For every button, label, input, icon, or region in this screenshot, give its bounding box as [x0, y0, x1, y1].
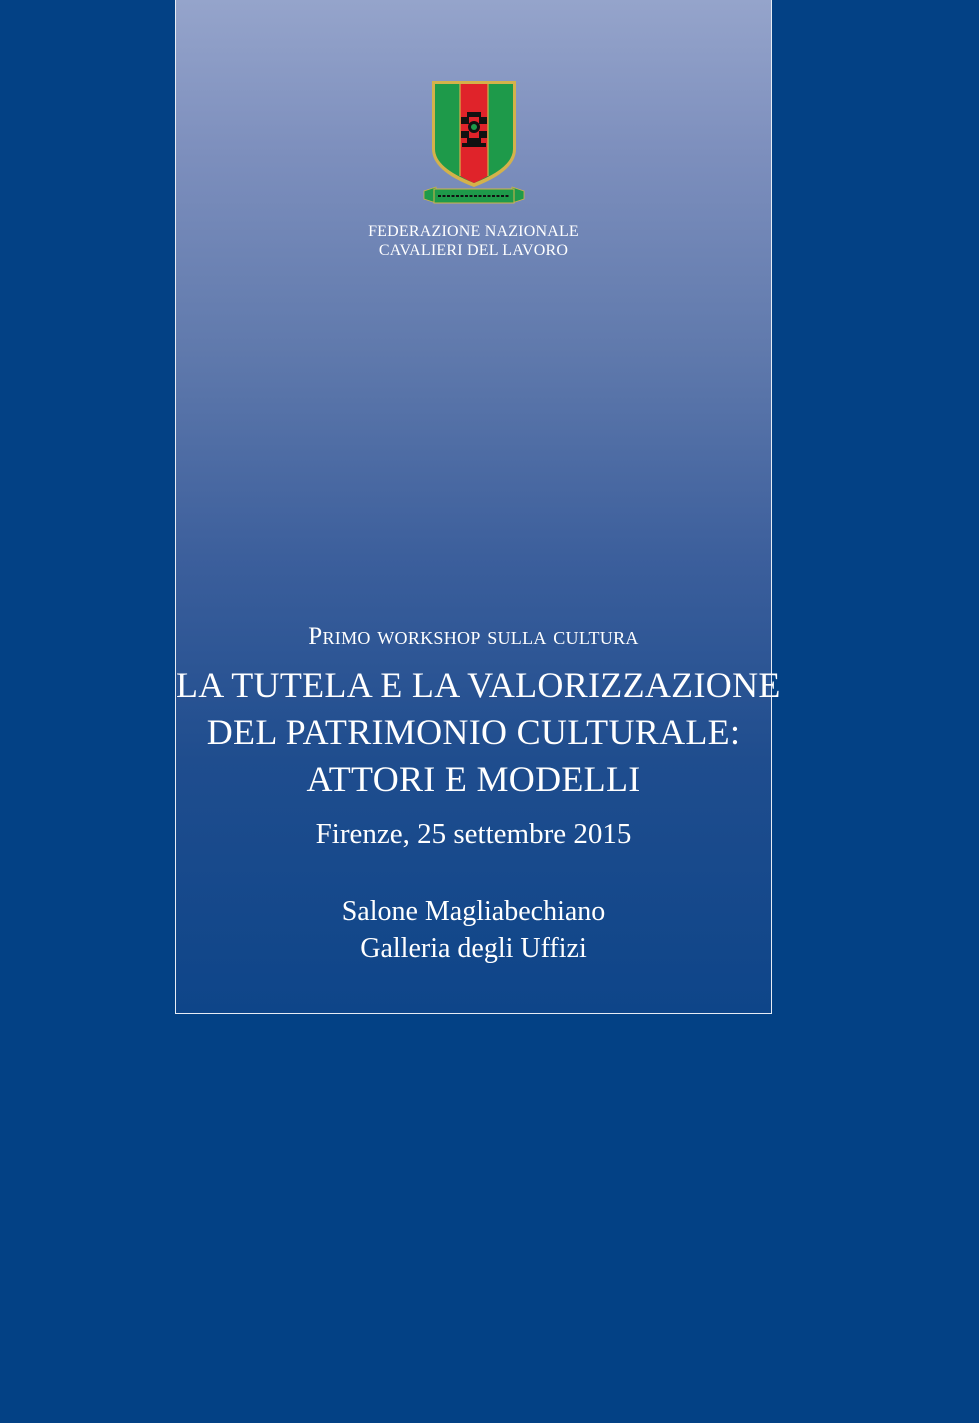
event-title-line-1: LA TUTELA E LA VALORIZZAZIONE	[176, 665, 781, 705]
event-title	[176, 662, 781, 803]
cover-panel	[175, 0, 781, 1014]
crest-emblem	[422, 79, 526, 209]
organization-name	[176, 222, 771, 260]
venue-line-1: Salone Magliabechiano	[341, 896, 606, 927]
event-date: Firenze, 25 settembre 2015	[315, 818, 632, 850]
event-venue	[176, 893, 771, 967]
event-title-line-2: DEL PATRIMONIO CULTURALE:	[206, 712, 741, 752]
organization-line-1: FEDERAZIONE NAZIONALE	[368, 223, 579, 240]
organization-line-2: CAVALIERI DEL LAVORO	[378, 242, 569, 259]
venue-line-2: Galleria degli Uffizi	[360, 933, 587, 964]
event-title-line-3: ATTORI E MODELLI	[306, 759, 641, 799]
event-subtitle: Primo workshop sulla cultura	[308, 623, 639, 650]
